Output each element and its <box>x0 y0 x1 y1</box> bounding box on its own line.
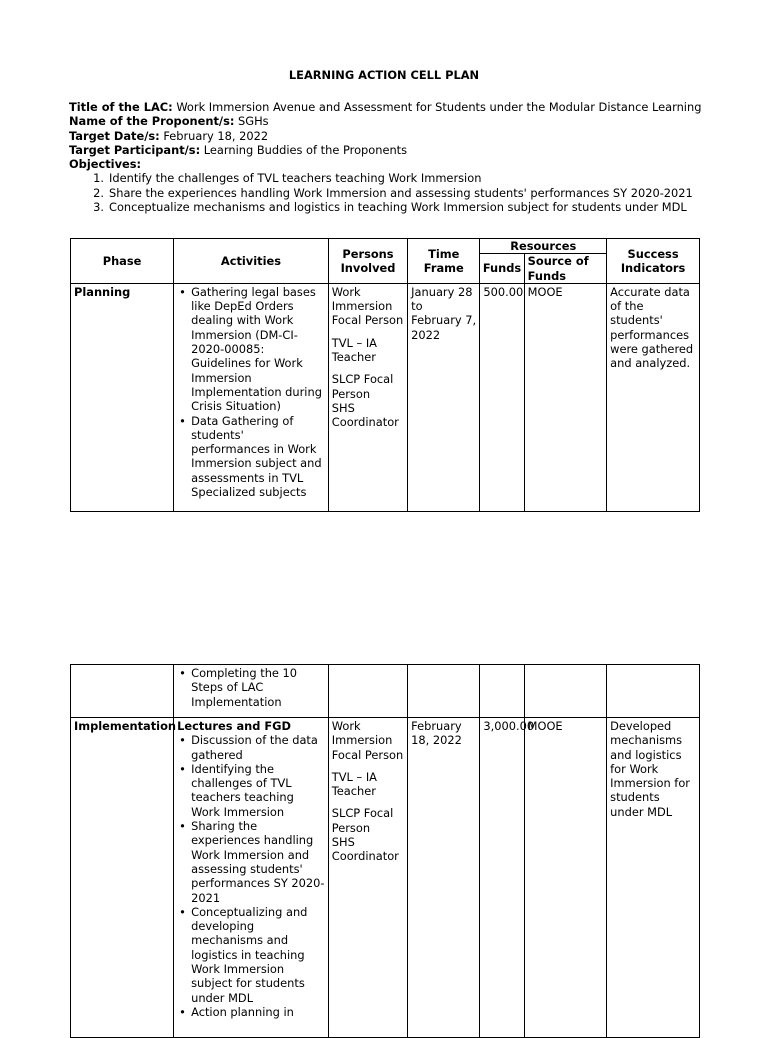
activities-cell <box>174 283 329 511</box>
funds-cell: 3,000.00 <box>480 718 524 1038</box>
success-cell: Accurate data of the students' performances were gathered and analyzed. <box>607 283 700 511</box>
participants-row: Target Participant/s: Learning Buddies of the Proponents <box>69 142 408 157</box>
header-persons: Persons Involved <box>328 239 407 284</box>
objective-item: 3. Conceptualize mechanisms and logistics in teaching Work Immersion subject for students under MDL <box>93 200 687 215</box>
lac-plan-table-page2 <box>70 664 700 1038</box>
target-date-row: Target Date/s: February 18, 2022 <box>69 128 269 143</box>
activities-cell <box>174 718 329 1038</box>
lac-title-row: Title of the LAC: Work Immersion Avenue and Assessment for Students under the Modular Distance Learning <box>69 100 702 114</box>
activity-item: • Data Gathering of students' performances in Work Immersion subject and assessments in TVL Specialized subjects <box>191 414 325 500</box>
header-phase: Phase <box>71 239 174 284</box>
activity-item: • Identifying the challenges of TVL teachers teaching Work Immersion <box>191 762 325 819</box>
objectives-list <box>69 171 749 214</box>
header-resources: Resources <box>480 239 607 254</box>
table-row <box>71 718 700 1038</box>
funds-cell: 500.00 <box>480 283 524 511</box>
lac-plan-table-page1 <box>70 238 700 512</box>
table-row <box>71 665 700 718</box>
activities-cell <box>174 665 329 718</box>
source-cell: MOOE <box>524 283 606 511</box>
time-frame-cell: January 28 to February 7, 2022 <box>408 283 480 511</box>
objectives-heading: Objectives: <box>69 157 142 172</box>
header-time-frame: Time Frame <box>408 239 480 284</box>
activity-heading: Lectures and FGD <box>177 719 291 733</box>
activity-item: • Discussion of the data gathered <box>191 733 325 762</box>
table-row <box>71 283 700 511</box>
objective-item: 2. Share the experiences handling Work Immersion and assessing students' performances SY 2020-2021 <box>93 185 693 200</box>
persons-cell: Work Immersion Focal Person TVL – IA Teacher SLCP Focal Person SHS Coordinator <box>328 283 407 511</box>
header-source: Source of Funds <box>524 254 606 284</box>
activity-item: • Conceptualizing and developing mechanisms and logistics in teaching Work Immersion subject for students under MDL <box>191 905 325 1005</box>
phase-cell: Planning <box>71 283 174 511</box>
objective-item: 1. Identify the challenges of TVL teachers teaching Work Immersion <box>93 171 482 186</box>
activity-item: • Completing the 10 Steps of LAC Implementation <box>191 666 325 709</box>
proponent-row: Name of the Proponent/s: SGHs <box>69 114 269 129</box>
header-activities: Activities <box>174 239 329 284</box>
phase-cell: Implementation <box>71 718 174 1038</box>
header-success-indicators: Success Indicators <box>607 239 700 284</box>
activity-item: • Sharing the experiences handling Work Immersion and assessing students' performances SY 2020-2021 <box>191 819 325 905</box>
time-frame-cell: February 18, 2022 <box>408 718 480 1038</box>
persons-cell: Work Immersion Focal Person TVL – IA Teacher SLCP Focal Person SHS Coordinator <box>328 718 407 1038</box>
source-cell: MOOE <box>524 718 606 1038</box>
activity-item: • Action planning in <box>191 1005 325 1019</box>
success-cell: Developed mechanisms and logistics for Work Immersion for students under MDL <box>607 718 700 1038</box>
document-title: LEARNING ACTION CELL PLAN <box>288 68 480 82</box>
header-funds: Funds <box>480 254 524 284</box>
activity-item: • Gathering legal bases like DepEd Orders dealing with Work Immersion (DM-CI-2020-00085: Guidelines for Work Immersion Implementation during Crisis Situation) <box>191 285 325 414</box>
lac-details <box>69 100 749 214</box>
phase-cell <box>71 665 174 718</box>
